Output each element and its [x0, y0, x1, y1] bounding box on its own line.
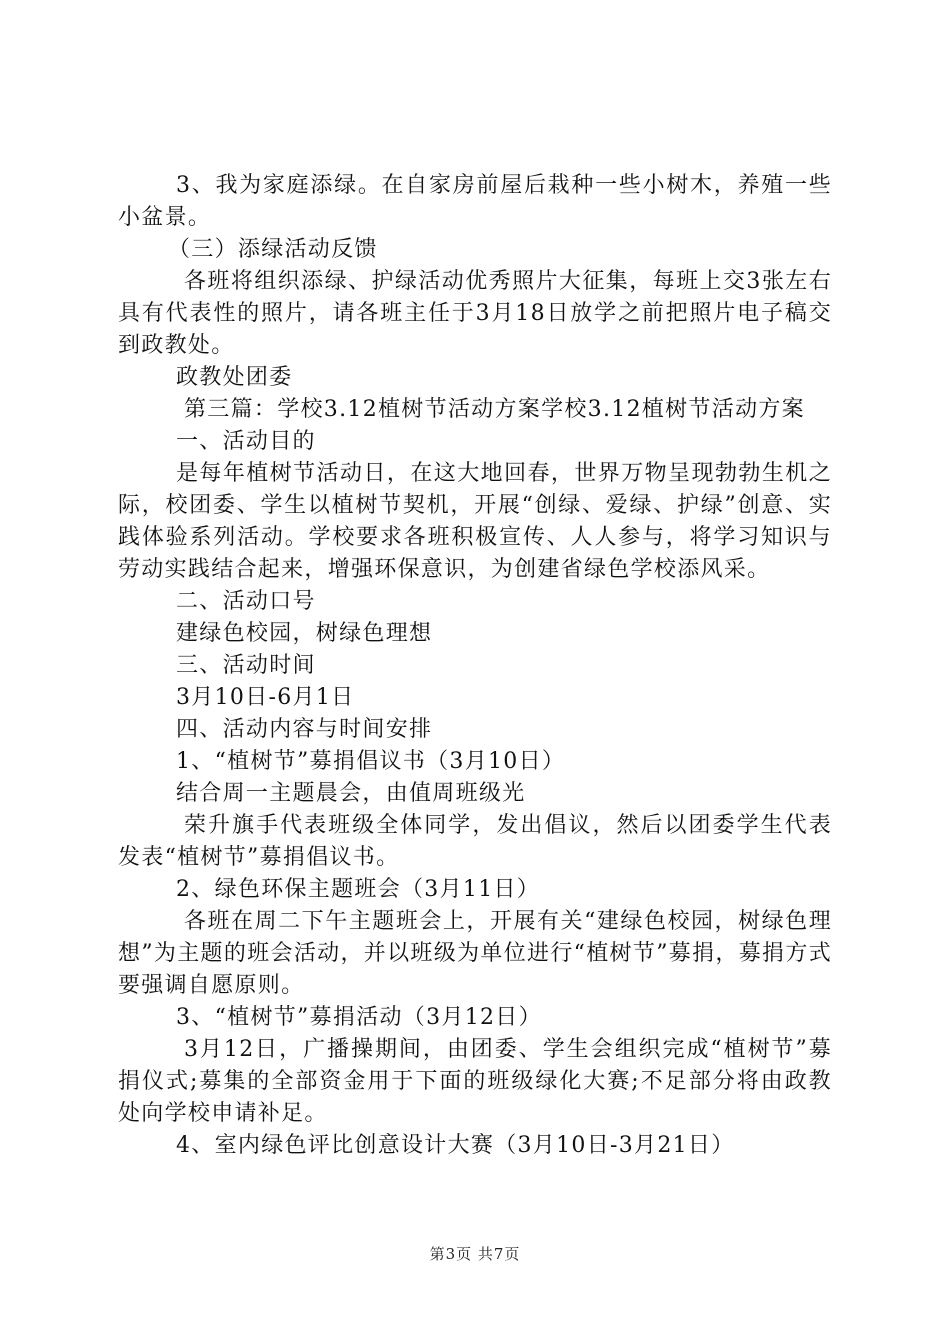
item-3-heading: 3、“植树节”募捐活动（3月12日）: [176, 1005, 542, 1030]
item-1-heading: 1、“植树节”募捐倡议书（3月10日）: [176, 749, 566, 774]
page-number-footer: 第3页 共7页: [429, 1245, 521, 1263]
item-1-text-b: 荣升旗手代表班级全体同学，发出倡议，然后以团委学生代表发表“植树节”募捐倡议书。: [118, 813, 832, 870]
item-4-heading: 4、室内绿色评比创意设计大赛（3月10日-3月21日）: [176, 1133, 735, 1158]
signature-line: 政教处团委: [176, 365, 293, 390]
item-3-text: 3月12日，广播操期间，由团委、学生会组织完成“植树节”募捐仪式;募集的全部资金用于下面的班级绿化大赛;不足部分将由政教处向学校申请补足。: [118, 1037, 832, 1126]
item-2-text: 各班在周二下午主题班会上，开展有关“建绿色校园，树绿色理想”为主题的班会活动，并以班级为单位进行“植树节”募捐，募捐方式要强调自愿原则。: [118, 909, 832, 998]
section-title: 第三篇：学校3.12植树节活动方案学校3.12植树节活动方案: [184, 397, 805, 422]
paragraph-item-3: 3、我为家庭添绿。在自家房前屋后栽种一些小树木，养殖一些小盆景。: [118, 173, 832, 230]
paragraph-purpose: 是每年植树节活动日，在这大地回春，世界万物呈现勃勃生机之际，校团委、学生以植树节契机，开展“创绿、爱绿、护绿”创意、实践体验系列活动。学校要求各班积极宣传、人人参与，将学习知识与劳动实践结合起来，增强环保意识，为创建省绿色学校添风采。: [118, 461, 832, 582]
item-1-text-a: 结合周一主题晨会，由值周班级光: [176, 781, 526, 806]
subheading-feedback: （三）添绿活动反馈: [168, 237, 378, 262]
heading-slogan: 二、活动口号: [176, 589, 316, 614]
paragraph-feedback: 各班将组织添绿、护绿活动优秀照片大征集，每班上交3张左右具有代表性的照片，请各班主任于3月18日放学之前把照片电子稿交到政教处。: [118, 269, 832, 358]
heading-time: 三、活动时间: [176, 653, 316, 678]
paragraph-time: 3月10日-6月1日: [176, 685, 355, 710]
document-body: [118, 170, 832, 1162]
heading-content: 四、活动内容与时间安排: [176, 717, 433, 742]
item-2-heading: 2、绿色环保主题班会（3月11日）: [176, 877, 541, 902]
heading-purpose: 一、活动目的: [176, 429, 316, 454]
paragraph-slogan: 建绿色校园，树绿色理想: [176, 621, 433, 646]
